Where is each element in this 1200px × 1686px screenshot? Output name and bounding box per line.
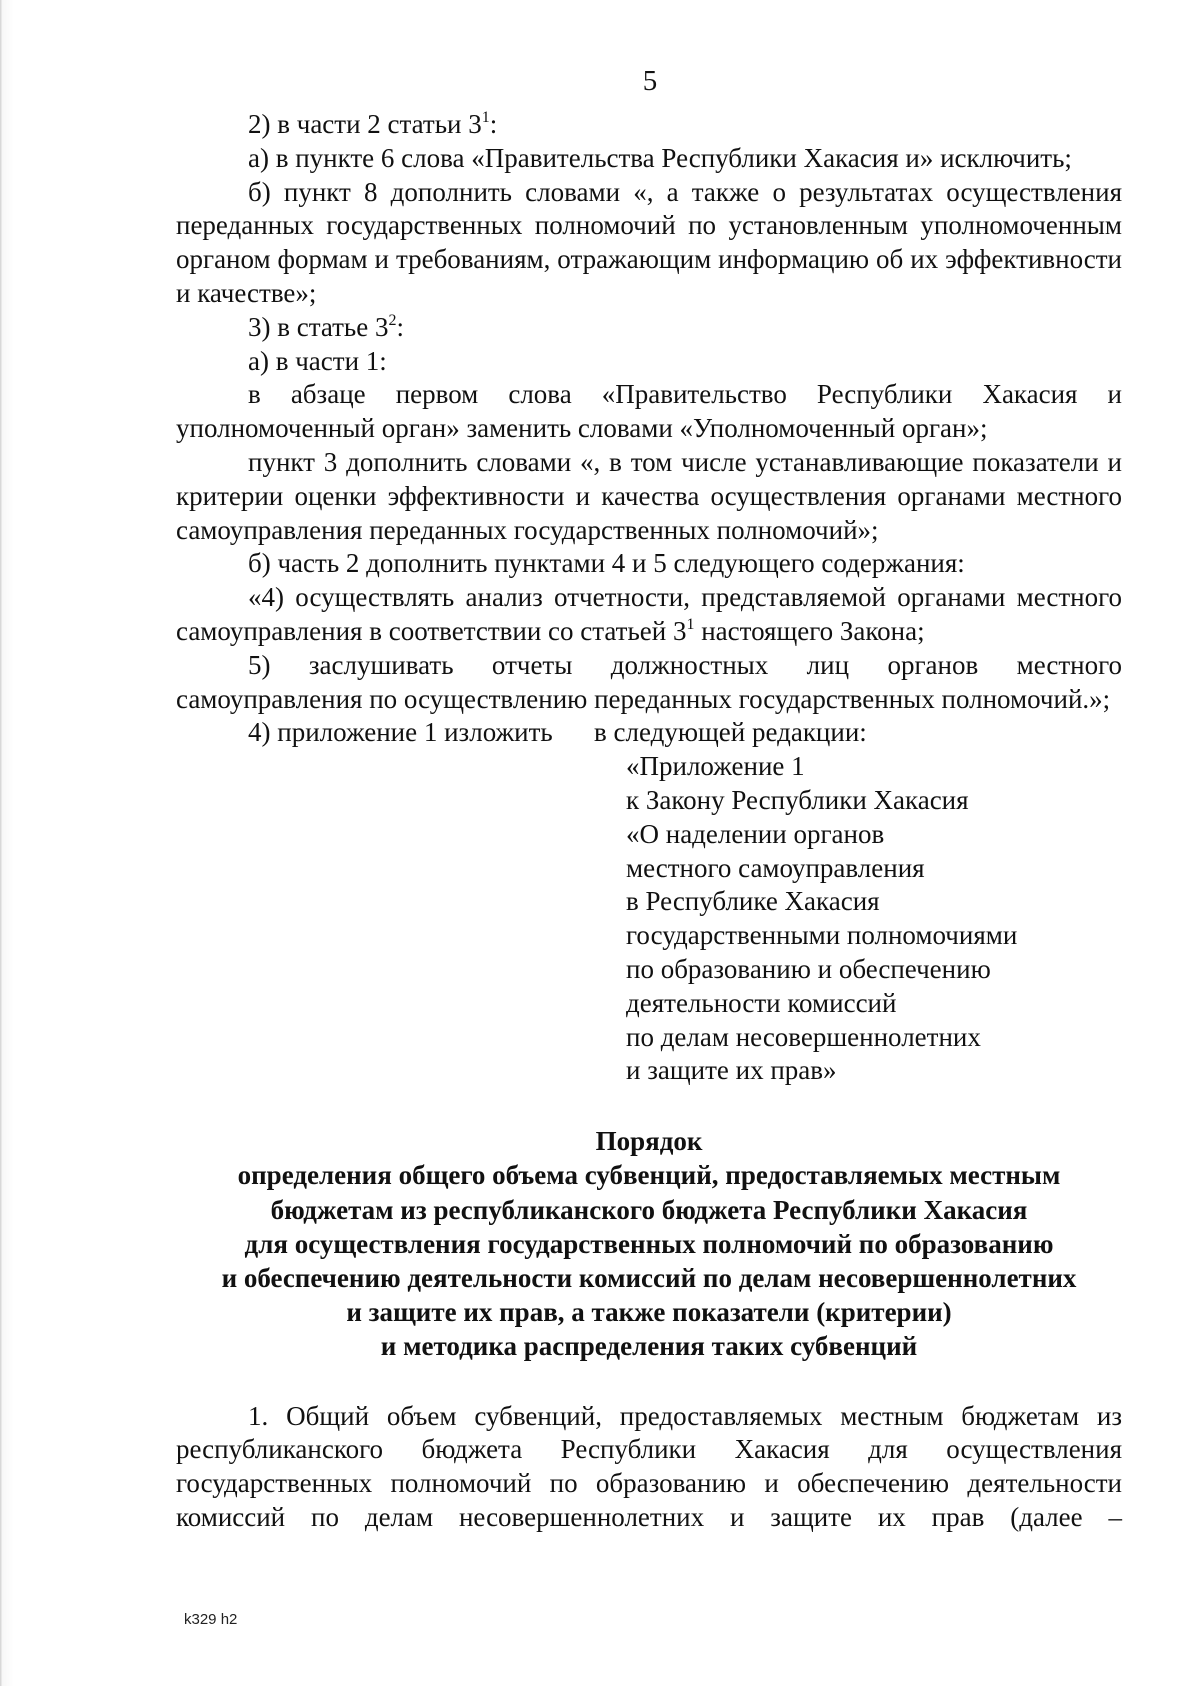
paragraph-appendix-1 (176, 716, 1122, 750)
appendix-lead: 4) приложение 1 изложить (248, 717, 553, 748)
scan-edge (0, 0, 14, 1686)
paragraph-part-2: б) часть 2 дополнить пунктами 4 и 5 следующего содержания: (248, 548, 965, 579)
paragraph-point-3: пункт 3 дополнить словами «, в том числе устанавливающие показатели и критерии оценки эффективности и качества осуществления органами местного самоуправления переданных государственных полномочий»; (176, 446, 1122, 545)
title-line: для осуществления государственных полномочий по образованию (244, 1228, 1054, 1259)
paragraph-part-1: а) в части 1: (248, 345, 387, 376)
paragraph-amend-3-2: 3) в статье $3^2$: (248, 311, 404, 342)
paragraph-item-8: б) пункт 8 дополнить словами «, а также о результатах осуществления переданных государственных полномочий по установленным уполномоченным органом формам и требованиям, отражающим информацию об их эффективности и качестве»; (176, 176, 1122, 308)
appendix-line: государственными полномочиями (626, 920, 1018, 951)
paragraph-new-point-5: 5) заслушивать отчеты должностных лиц органов местного самоуправления по осуществлению переданных государственных полномочий.»; (176, 649, 1122, 714)
body-text (176, 108, 1122, 1535)
title-line: Порядок (595, 1126, 703, 1157)
appendix-heading-block (626, 750, 1122, 1088)
appendix-line: по образованию и обеспечению (626, 953, 991, 984)
appendix-line: «Приложение 1 (626, 751, 805, 782)
appendix-line: «О наделении органов (626, 818, 885, 849)
appendix-line: деятельности комиссий (626, 987, 897, 1018)
appendix-line: по делам несовершеннолетних (626, 1021, 981, 1052)
page-number: 5 (642, 65, 658, 97)
paragraph-amend-3-1: 2) в части 2 статьи $3^1$: (248, 109, 498, 139)
paragraph-new-point-4: «4) осуществлять анализ отчетности, представляемой органами местного самоуправления в соответствии со статьей $3^1$ настоящего Закона; (176, 582, 1122, 646)
title-line: и защите их прав, а также показатели (критерии) (346, 1297, 952, 1328)
document-code: k329 h2 (184, 1611, 238, 1628)
appendix-line: в Республике Хакасия (626, 886, 880, 917)
paragraph-item-6: а) в пункте 6 слова «Правительства Республики Хакасия и» исключить; (248, 142, 1072, 173)
title-line: бюджетам из республиканского бюджета Республики Хакасия (270, 1194, 1028, 1225)
appendix-line: и защите их прав» (626, 1055, 837, 1086)
appendix-line: к Закону Республики Хакасия (626, 784, 969, 815)
title-line: и методика распределения таких субвенций (380, 1331, 918, 1362)
appendix-rest: в следующей редакции: (594, 717, 867, 748)
procedure-title (176, 1124, 1122, 1363)
title-line: определения общего объема субвенций, предоставляемых местным (237, 1160, 1061, 1191)
section-1-paragraph: 1. Общий объем субвенций, предоставляемых местным бюджетам из республиканского бюджета Республики Хакасия для осуществления государственных полномочий по образованию и обеспечению деятельности комиссий по делам несовершеннолетних и защите их прав (далее – (176, 1400, 1122, 1532)
paragraph-first-abzats: в абзаце первом слова «Правительство Республики Хакасия и уполномоченный орган» заменить словами «Уполномоченный орган»; (176, 379, 1122, 444)
appendix-line: местного самоуправления (626, 852, 925, 883)
title-line: и обеспечению деятельности комиссий по делам несовершеннолетних (221, 1262, 1077, 1293)
